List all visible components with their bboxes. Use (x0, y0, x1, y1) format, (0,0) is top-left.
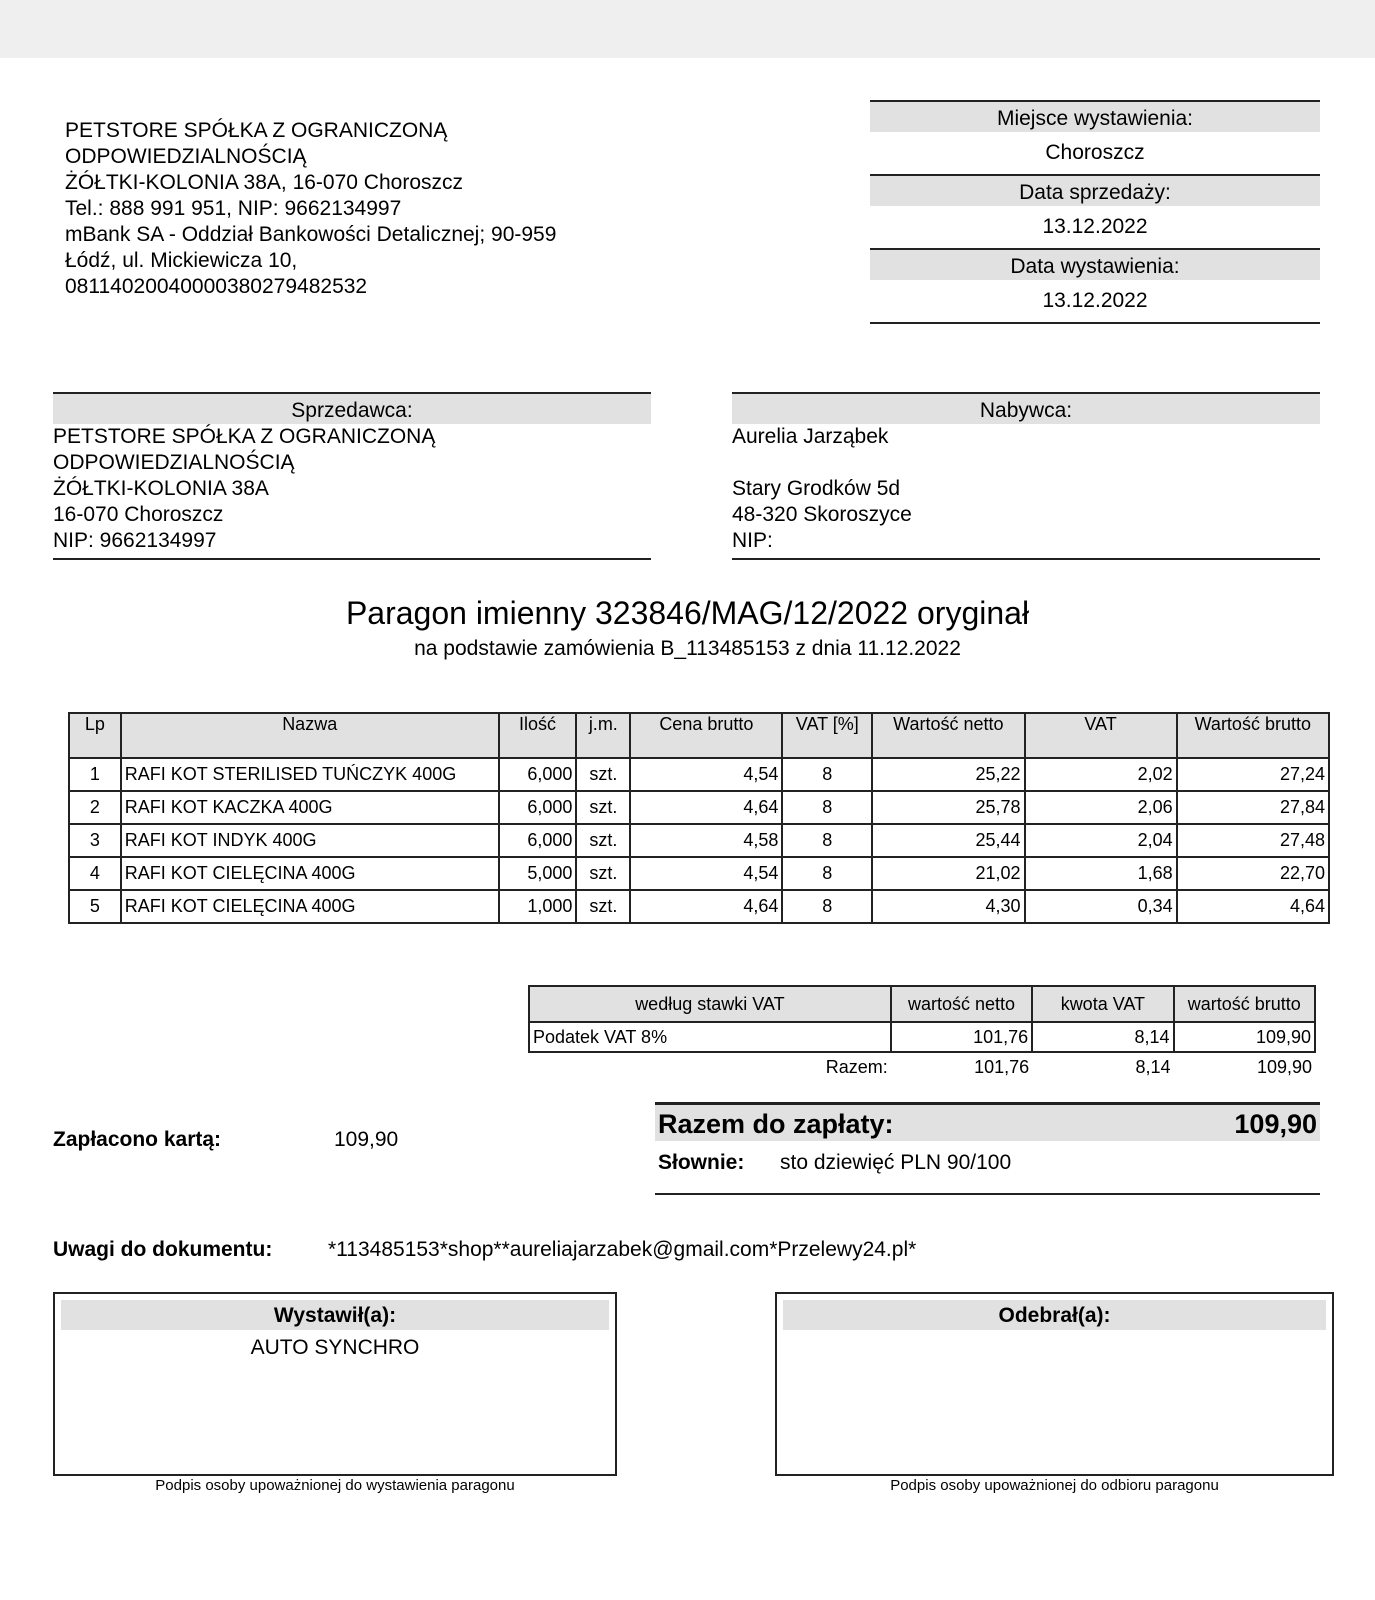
cell-vat-value: 1,68 (1025, 857, 1177, 890)
vat-row (529, 1022, 1315, 1052)
cell-gross-price: 4,54 (630, 857, 782, 890)
document-title: Paragon imienny 323846/MAG/12/2022 oryginał (345, 595, 1030, 631)
cell-name: RAFI KOT CIELĘCINA 400G (121, 890, 499, 923)
cell-vat-rate: 8 (782, 758, 872, 791)
cell-vat-value: 2,06 (1025, 791, 1177, 824)
cell-qty: 1,000 (499, 890, 577, 923)
words-value: sto dziewięć PLN 90/100 (780, 1151, 1012, 1174)
cell-vat-rate: 8 (782, 824, 872, 857)
cell-gross-value: 27,48 (1177, 824, 1329, 857)
cell-gross-price: 4,54 (630, 758, 782, 791)
cell-vat-value: 2,04 (1025, 824, 1177, 857)
issuer-line: 08114020040000380279482532 (65, 275, 368, 298)
col-vat-rate: VAT [%] (782, 713, 872, 758)
seller-line: ŻÓŁTKI-KOLONIA 38A (53, 477, 269, 500)
issued-by-label: Wystawił(a): (61, 1300, 609, 1330)
cell-net-value: 21,02 (872, 857, 1024, 890)
cell-unit: szt. (576, 824, 630, 857)
cell-lp: 4 (69, 857, 121, 890)
vat-cell-gross: 109,90 (1174, 1022, 1315, 1052)
vat-header-row (529, 986, 1315, 1022)
items-header-row (69, 713, 1329, 758)
cell-vat-value: 2,02 (1025, 758, 1177, 791)
table-row (69, 857, 1329, 890)
vat-cell-net: 101,76 (891, 1022, 1032, 1052)
cell-gross-value: 22,70 (1177, 857, 1329, 890)
received-by-label: Odebrał(a): (783, 1300, 1326, 1330)
paid-label: Zapłacono kartą: (53, 1128, 222, 1151)
cell-lp: 3 (69, 824, 121, 857)
cell-net-value: 25,22 (872, 758, 1024, 791)
cell-unit: szt. (576, 758, 630, 791)
seller-block (53, 392, 651, 560)
seller-line: 16-070 Choroszcz (53, 503, 224, 526)
cell-qty: 5,000 (499, 857, 577, 890)
total-label: Razem do zapłaty: (658, 1109, 894, 1139)
issuer-line: ŻÓŁTKI-KOLONIA 38A, 16-070 Choroszcz (65, 171, 463, 194)
issuer-line: Łódź, ul. Mickiewicza 10, (65, 249, 298, 272)
total-box (655, 1102, 1320, 1195)
buyer-line: 48-320 Skoroszyce (732, 503, 912, 526)
paid-value: 109,90 (334, 1128, 399, 1151)
cell-gross-value: 27,84 (1177, 791, 1329, 824)
place-value: Choroszcz (1045, 141, 1145, 164)
place-label: Miejsce wystawienia: (870, 102, 1320, 132)
cell-unit: szt. (576, 890, 630, 923)
issue-date-value: 13.12.2022 (1042, 289, 1148, 312)
issuer-line: mBank SA - Oddział Bankowości Detalicznej; 90-959 (65, 223, 557, 246)
issuer-line: Tel.: 888 991 951, NIP: 9662134997 (65, 197, 402, 220)
total-value: 109,90 (1234, 1109, 1317, 1139)
vat-sum-amount: 8,14 (1135, 1056, 1171, 1077)
table-row (69, 791, 1329, 824)
vat-cell-rate: Podatek VAT 8% (529, 1022, 891, 1052)
cell-unit: szt. (576, 791, 630, 824)
issue-date-label: Data wystawienia: (870, 250, 1320, 280)
buyer-line (732, 450, 1320, 476)
issuer-block (65, 118, 556, 300)
table-row (69, 890, 1329, 923)
seller-label: Sprzedawca: (53, 392, 651, 424)
cell-gross-price: 4,58 (630, 824, 782, 857)
cell-vat-rate: 8 (782, 857, 872, 890)
viewer-top-bar (0, 0, 1375, 58)
vat-col-amount: kwota VAT (1032, 986, 1173, 1022)
table-row (69, 824, 1329, 857)
seller-line: PETSTORE SPÓŁKA Z OGRANICZONĄ (53, 425, 436, 448)
cell-lp: 5 (69, 890, 121, 923)
buyer-line: Stary Grodków 5d (732, 477, 901, 500)
document-info-box (870, 100, 1320, 324)
col-gross-value: Wartość brutto (1177, 713, 1329, 758)
buyer-block (732, 392, 1320, 560)
vat-col-net: wartość netto (891, 986, 1032, 1022)
buyer-line: NIP: (732, 529, 773, 552)
issuer-line: ODPOWIEDZIALNOŚCIĄ (65, 145, 307, 168)
cell-net-value: 25,44 (872, 824, 1024, 857)
col-qty: Ilość (499, 713, 577, 758)
col-gross-price: Cena brutto (630, 713, 782, 758)
issuer-line: PETSTORE SPÓŁKA Z OGRANICZONĄ (65, 119, 448, 142)
cell-qty: 6,000 (499, 791, 577, 824)
col-vat-value: VAT (1025, 713, 1177, 758)
cell-qty: 6,000 (499, 824, 577, 857)
cell-unit: szt. (576, 857, 630, 890)
sale-date-value: 13.12.2022 (1042, 215, 1148, 238)
vat-cell-amount: 8,14 (1032, 1022, 1173, 1052)
vat-sum-label: Razem: (825, 1056, 888, 1077)
cell-vat-rate: 8 (782, 890, 872, 923)
issued-by-caption: Podpis osoby upoważnionej do wystawienia paragonu (155, 1477, 515, 1494)
received-by-caption: Podpis osoby upoważnionej do odbioru paragonu (890, 1477, 1219, 1494)
col-name: Nazwa (121, 713, 499, 758)
document-subtitle: na podstawie zamówienia B_113485153 z dnia 11.12.2022 (414, 637, 961, 660)
cell-gross-value: 4,64 (1177, 890, 1329, 923)
cell-lp: 2 (69, 791, 121, 824)
cell-name: RAFI KOT INDYK 400G (121, 824, 499, 857)
issued-by-box (53, 1292, 617, 1476)
cell-name: RAFI KOT CIELĘCINA 400G (121, 857, 499, 890)
vat-col-gross: wartość brutto (1174, 986, 1315, 1022)
words-label: Słownie: (658, 1151, 745, 1174)
cell-gross-price: 4,64 (630, 791, 782, 824)
vat-sum-net: 101,76 (974, 1056, 1030, 1077)
buyer-line: Aurelia Jarząbek (732, 425, 889, 448)
vat-sum-row (529, 1052, 1315, 1081)
notes-label: Uwagi do dokumentu: (53, 1238, 273, 1261)
cell-net-value: 4,30 (872, 890, 1024, 923)
cell-vat-value: 0,34 (1025, 890, 1177, 923)
issued-by-value: AUTO SYNCHRO (250, 1336, 420, 1359)
buyer-label: Nabywca: (732, 392, 1320, 424)
cell-net-value: 25,78 (872, 791, 1024, 824)
vat-col-rate: według stawki VAT (529, 986, 891, 1022)
vat-sum-gross: 109,90 (1256, 1056, 1312, 1077)
notes-value: *113485153*shop**aureliajarzabek@gmail.com*Przelewy24.pl* (328, 1238, 917, 1261)
col-lp: Lp (69, 713, 121, 758)
cell-name: RAFI KOT KACZKA 400G (121, 791, 499, 824)
cell-qty: 6,000 (499, 758, 577, 791)
received-by-box (775, 1292, 1334, 1476)
items-table (68, 712, 1330, 924)
cell-lp: 1 (69, 758, 121, 791)
seller-line: NIP: 9662134997 (53, 529, 217, 552)
sale-date-label: Data sprzedaży: (870, 176, 1320, 206)
cell-gross-value: 27,24 (1177, 758, 1329, 791)
table-row (69, 758, 1329, 791)
vat-summary-table (528, 985, 1316, 1081)
cell-gross-price: 4,64 (630, 890, 782, 923)
cell-name: RAFI KOT STERILISED TUŃCZYK 400G (121, 758, 499, 791)
cell-vat-rate: 8 (782, 791, 872, 824)
seller-line: ODPOWIEDZIALNOŚCIĄ (53, 451, 295, 474)
col-unit: j.m. (576, 713, 630, 758)
col-net-value: Wartość netto (872, 713, 1024, 758)
